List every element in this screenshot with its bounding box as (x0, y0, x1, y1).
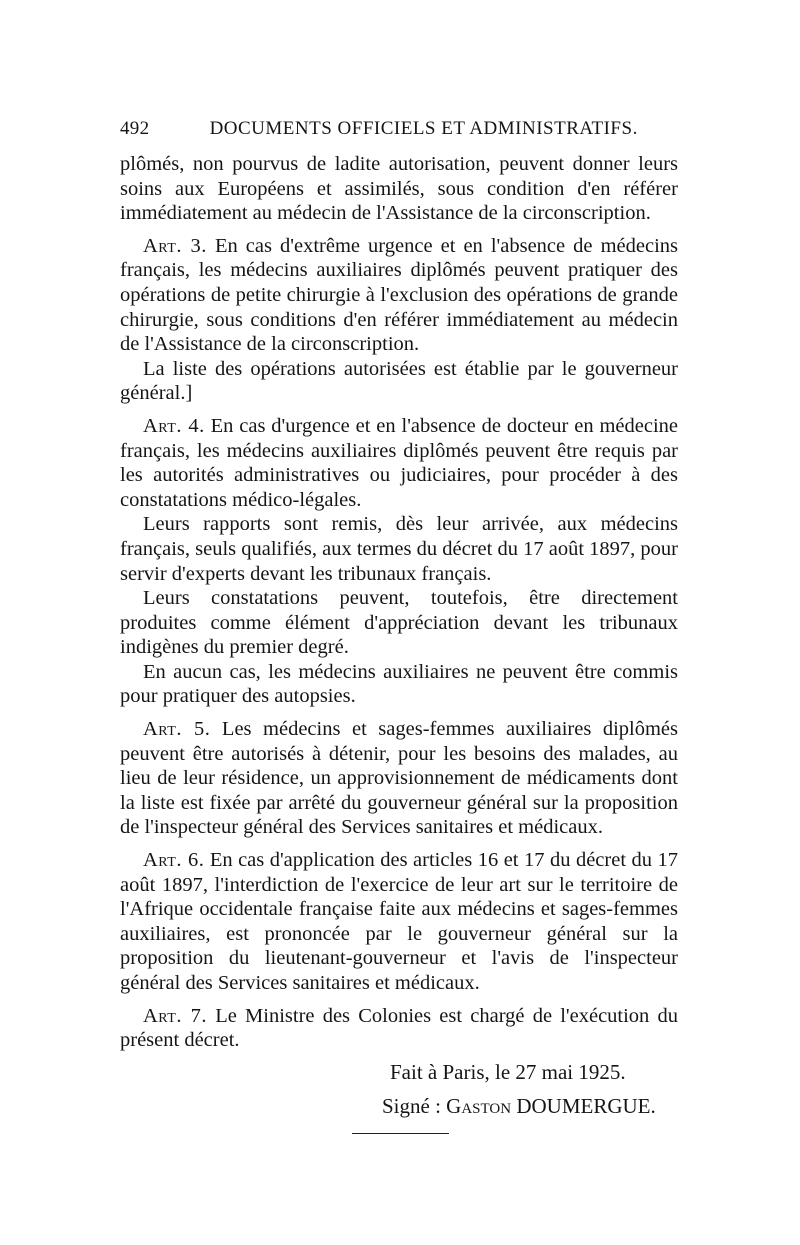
article-4-label: Art. 4. (143, 414, 205, 437)
article-3-paragraph-2: La liste des opérations autorisées est établie par le gouverneur général.] (120, 357, 678, 405)
signer-last-name: DOUMERGUE. (516, 1093, 656, 1118)
article-4-paragraph-3: Leurs constatations peuvent, toutefois, être directement produites comme élément d'appréciation devant les tribunaux indigènes du premier degré. (120, 587, 678, 659)
signed-label: Signé : (382, 1093, 441, 1118)
article-6 (120, 848, 678, 996)
article-6-text: En cas d'application des articles 16 et 17 du décret du 17 août 1897, l'interdiction de l'exercice de leur art sur le territoire de l'Afrique occidentale française faite aux médecins et sages-femmes auxiliaires, est prononcée par le gouverneur général sur la proposition du lieutenant-gouverneur et l'avis de l'inspecteur général des Services sanitaires et médicaux. (120, 849, 678, 994)
article-5-label: Art. 5. (143, 718, 211, 741)
place-date-line: Fait à Paris, le 27 mai 1925. (390, 1059, 626, 1084)
article-7-text: Le Ministre des Colonies est chargé de l'exécution du présent décret. (120, 1004, 678, 1052)
article-3 (120, 234, 678, 357)
article-3-label: Art. 3. (143, 234, 207, 257)
signature-line (120, 1094, 678, 1119)
article-6-label: Art. 6. (143, 849, 205, 872)
page-header (120, 118, 678, 148)
page-number: 492 (120, 118, 150, 139)
article-7-label: Art. 7. (143, 1004, 208, 1027)
article-3-text: En cas d'extrême urgence et en l'absence de médecins français, les médecins auxiliaires diplômés peuvent pratiquer des opérations de petite chirurgie à l'exclusion des opérations de grande chirurgie, sous conditions d'en référer immédiatement au médecin de l'Assistance de la circonscription. (120, 234, 679, 356)
article-4 (120, 414, 678, 512)
article-4-text: En cas d'urgence et en l'absence de docteur en médecine français, les médecins auxiliaires diplômés peuvent être requis par les autorités administratives ou judiciaires, pour procéder à des constatations médico-légales. (120, 414, 678, 511)
signer-first-name: Gaston (446, 1093, 512, 1118)
article-4-paragraph-2: Leurs rapports sont remis, dès leur arrivée, aux médecins français, seuls qualifiés, aux termes du décret du 17 août 1897, pour servir d'experts devant les tribunaux français. (120, 513, 678, 585)
article-5 (120, 717, 678, 840)
article-4-paragraph-4: En aucun cas, les médecins auxiliaires ne peuvent être commis pour pratiquer des autopsies. (120, 660, 678, 708)
document-page (120, 118, 678, 1119)
closing-rule (352, 1133, 449, 1134)
running-title: DOCUMENTS OFFICIELS ET ADMINISTRATIFS. (209, 118, 638, 139)
article-7 (120, 1004, 678, 1053)
continuation-paragraph: plômés, non pourvus de ladite autorisation, peuvent donner leurs soins aux Européens et assimilés, sous condition d'en référer immédiatement au médecin de l'Assistance de la circonscription. (120, 153, 678, 225)
article-5-text: Les médecins et sages-femmes auxiliaires diplômés peuvent être autorisés à détenir, pour les besoins des malades, au lieu de leur résidence, un approvisionnement de médicaments dont la liste est fixée par arrêté du gouverneur général sur la proposition de l'inspecteur général des Services sanitaires et médicaux. (120, 718, 679, 839)
